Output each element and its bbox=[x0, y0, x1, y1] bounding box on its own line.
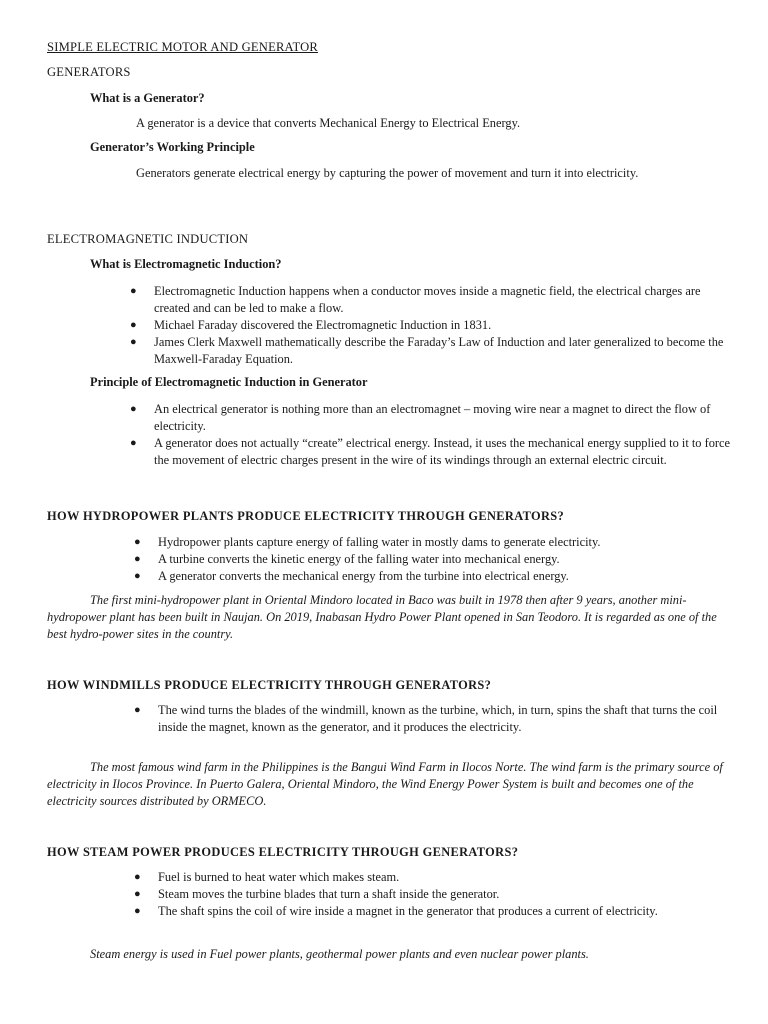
bullet-icon: ● bbox=[134, 905, 141, 917]
bullet-icon: ● bbox=[134, 536, 141, 548]
bullet-icon: ● bbox=[130, 319, 137, 331]
section-heading-steam: HOW STEAM POWER PRODUCES ELECTRICITY THROUGH GENERATORS? bbox=[47, 845, 519, 859]
induction-bullet-list bbox=[130, 283, 725, 368]
hydropower-note: The first mini-hydropower plant in Oriental Mindoro located in Baco was built in 1978 then after 9 years, another mini-hydropower plant has been built in Naujan. On 2019, Inabasan Hydro Power Plant opened in San Teodoro. It is regarded as one of the best hydro-power sites in the country. bbox=[47, 593, 717, 641]
bullet-icon: ● bbox=[134, 871, 141, 883]
list-item: ● Electromagnetic Induction happens when a conductor moves inside a magnetic field, the electrical charges are created and can be led to make a flow. bbox=[130, 284, 701, 315]
subheading-what-is-generator: What is a Generator? bbox=[90, 91, 205, 105]
subheading-what-is-induction: What is Electromagnetic Induction? bbox=[90, 257, 282, 271]
section-heading-generators: GENERATORS bbox=[47, 65, 131, 79]
section-heading-hydropower: HOW HYDROPOWER PLANTS PRODUCE ELECTRICITY THROUGH GENERATORS? bbox=[47, 509, 565, 523]
bullet-icon: ● bbox=[134, 888, 141, 900]
steam-note: Steam energy is used in Fuel power plants, geothermal power plants and even nuclear power plants. bbox=[90, 947, 589, 961]
bullet-icon: ● bbox=[134, 553, 141, 565]
list-item: ● The shaft spins the coil of wire inside a magnet in the generator that produces a current of electricity. bbox=[134, 904, 658, 918]
list-item: ● Michael Faraday discovered the Electromagnetic Induction in 1831. bbox=[130, 318, 492, 332]
list-item: ● An electrical generator is nothing more than an electromagnet – moving wire near a magnet to direct the flow of electricity. bbox=[130, 402, 711, 433]
wind-note: The most famous wind farm in the Philippines is the Bangui Wind Farm in Ilocos Norte. The wind farm is the primary source of electricity in Ilocos Province. In Puerto Galera, Oriental Mindoro, the Wind Energy Power System is built and becomes one of the electricity sources distributed by ORMECO. bbox=[47, 760, 723, 808]
list-item: ● The wind turns the blades of the windmill, known as the turbine, which, in turn, spins the shaft that turns the coil inside the magnet, known as the generator, and it produces the electricity. bbox=[134, 703, 718, 734]
list-item: ● Steam moves the turbine blades that turn a shaft inside the generator. bbox=[134, 887, 500, 901]
document-title: SIMPLE ELECTRIC MOTOR AND GENERATOR bbox=[47, 40, 319, 54]
bullet-icon: ● bbox=[134, 570, 141, 582]
bullet-icon: ● bbox=[130, 403, 137, 415]
bullet-icon: ● bbox=[130, 336, 137, 348]
windmill-bullet-list bbox=[134, 702, 724, 736]
induction-principle-list bbox=[130, 401, 735, 469]
list-item: ● Hydropower plants capture energy of falling water in mostly dams to generate electricity. bbox=[134, 535, 601, 549]
generator-definition: A generator is a device that converts Mechanical Energy to Electrical Energy. bbox=[136, 116, 521, 130]
subheading-working-principle: Generator’s Working Principle bbox=[90, 140, 255, 154]
list-item: ● James Clerk Maxwell mathematically describe the Faraday’s Law of Induction and later generalized to become the Maxwell-Faraday Equation. bbox=[130, 335, 724, 366]
subheading-induction-principle: Principle of Electromagnetic Induction in Generator bbox=[90, 375, 368, 389]
list-item: ● A turbine converts the kinetic energy of the falling water into mechanical energy. bbox=[134, 552, 560, 566]
steam-bullet-list bbox=[134, 869, 724, 920]
list-item: ● A generator does not actually “create” electrical energy. Instead, it uses the mechanical energy supplied to it to force the movement of electric charges present in the wire of its windings through an external electric circuit. bbox=[130, 436, 731, 467]
section-heading-windmills: HOW WINDMILLS PRODUCE ELECTRICITY THROUGH GENERATORS? bbox=[47, 678, 492, 692]
bullet-icon: ● bbox=[130, 437, 137, 449]
working-principle-text: Generators generate electrical energy by capturing the power of movement and turn it into electricity. bbox=[136, 166, 639, 180]
list-item: ● A generator converts the mechanical energy from the turbine into electrical energy. bbox=[134, 569, 569, 583]
list-item: ● Fuel is burned to heat water which makes steam. bbox=[134, 870, 400, 884]
section-heading-induction: ELECTROMAGNETIC INDUCTION bbox=[47, 232, 249, 246]
bullet-icon: ● bbox=[130, 285, 137, 297]
hydropower-bullet-list bbox=[134, 534, 734, 585]
bullet-icon: ● bbox=[134, 704, 141, 716]
